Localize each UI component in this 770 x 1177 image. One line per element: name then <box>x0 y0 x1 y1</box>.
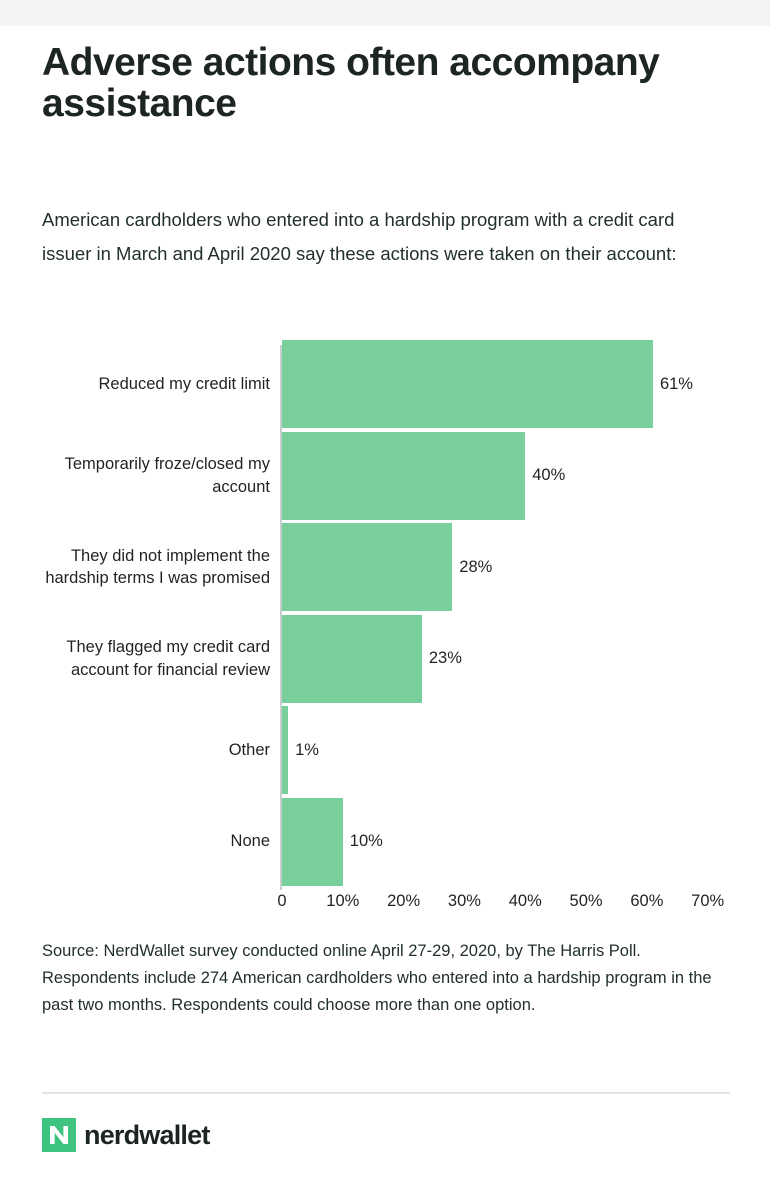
x-axis-tick-label: 0 <box>277 892 287 910</box>
bar-category-label: They did not implement the hardship terms I was promised <box>45 546 270 587</box>
bar-value-label: 28% <box>459 557 493 576</box>
bar-container <box>282 615 462 703</box>
bar-category-label: Other <box>228 740 270 759</box>
x-axis-tick-label: 20% <box>387 892 421 910</box>
bar-value-label: 23% <box>428 649 462 667</box>
brand-name: nerdwallet <box>84 1119 210 1150</box>
x-axis <box>42 892 732 922</box>
bar-value-label: 1% <box>295 740 319 759</box>
footer-divider <box>42 1092 730 1094</box>
bar-container <box>282 706 319 794</box>
bar-row <box>42 706 732 794</box>
bar <box>282 798 343 886</box>
bar <box>282 615 422 703</box>
bar <box>282 432 525 520</box>
bar-rows <box>42 340 732 885</box>
x-axis-tick-label: 70% <box>691 892 725 910</box>
page-title: Adverse actions often accompany assistance <box>42 41 660 126</box>
bar <box>282 523 452 611</box>
nerdwallet-n-logo-icon <box>42 1118 76 1152</box>
top-bar <box>0 0 770 26</box>
bar-container <box>282 432 565 520</box>
bar-chart <box>42 340 732 910</box>
bar-value-label: 61% <box>659 374 693 393</box>
chart-subtitle: American cardholders who entered into a hardship program with a credit card issuer in March and April 2020 say these actions were taken on their account: <box>42 209 677 265</box>
bar-row <box>42 432 732 520</box>
bar-value-label: 10% <box>349 832 383 850</box>
x-axis-tick-label: 30% <box>447 892 481 910</box>
bar-category-label: Reduced my credit limit <box>98 374 270 393</box>
x-axis-tick-label: 60% <box>630 892 664 910</box>
x-axis-tick-label: 40% <box>508 892 542 910</box>
bar-row <box>42 798 732 886</box>
bar-category-label: Temporarily froze/closed my account <box>64 455 270 496</box>
bar-row <box>42 340 732 428</box>
bar-container <box>282 523 492 611</box>
brand-logo <box>42 1117 210 1153</box>
bar-row <box>42 615 732 703</box>
bar-value-label: 40% <box>532 466 566 484</box>
bar-category-label: They flagged my credit card account for financial review <box>66 638 270 679</box>
bar-container <box>282 798 383 886</box>
x-axis-tick-label: 10% <box>326 892 360 910</box>
bar <box>282 706 288 794</box>
bar-container <box>282 340 693 428</box>
bar <box>282 340 653 428</box>
x-axis-tick-label: 50% <box>569 892 603 910</box>
bar-row <box>42 523 732 611</box>
source-note: Source: NerdWallet survey conducted online April 27-29, 2020, by The Harris Poll. Respondents include 274 American cardholders who entered into a hardship program in the past two months. Respondents could choose more than one option. <box>42 942 712 1015</box>
bar-category-label: None <box>230 832 270 851</box>
